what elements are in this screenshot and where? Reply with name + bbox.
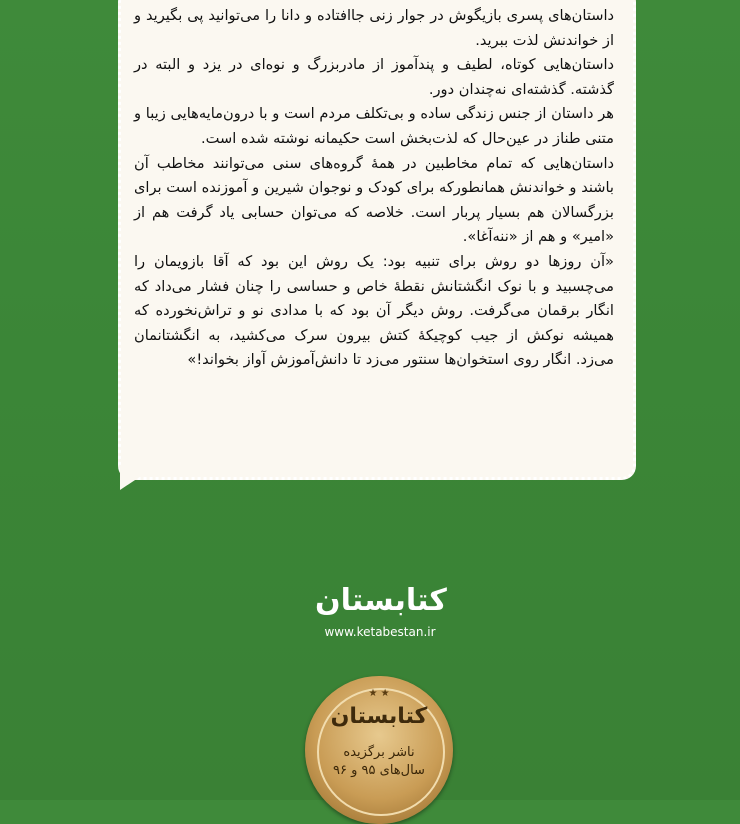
publisher-logo: کتابستان <box>315 583 447 618</box>
medal-caption-line-2: سال‌های ۹۵ و ۹۶ <box>333 763 425 778</box>
medal-caption-line-1: ناشر برگزیده <box>343 745 415 760</box>
medal-caption <box>305 744 453 780</box>
paragraph-2: داستان‌هایی کوتاه، لطیف و پندآموز از مادربزرگ و نوه‌ای در یزد و البته در گذشته. گذشته‌ای نه‌چندان دور. <box>134 56 614 98</box>
paragraph-4: داستان‌هایی که تمام مخاطبین در همهٔ گروه‌های سنی می‌توانند مخاطب آن باشند و خواندنش همانطورکه برای کودک و نوجوان شیرین و آموزنده است برای بزرگسالان هم بسیار پربار است. خلاصه که می‌توان حسابی یاد گرفت هم از «امیر» و هم از «ننه‌آغا». <box>134 154 614 246</box>
paragraph-3: هر داستان از جنس زندگی ساده و بی‌تکلف مردم است و با درون‌مایه‌هایی زیبا و متنی طناز در عین‌حال که لذت‌بخش است حکیمانه نوشته شده است. <box>134 105 614 147</box>
bubble-tail <box>120 466 156 490</box>
paragraph-5: «آن روزها دو روش برای تنبیه بود: یک روش این بود که آقا بازویمان را می‌چسبید و با نوک انگشتانش نقطهٔ خاص و حساسی را چنان فشار می‌داد که انگار برقمان می‌گرفت. روش دیگر آن بود که با مدادی نو و تراش‌نخورده که همیشه نوکش از جیب کوچیکهٔ کتش بیرون سرک می‌کشید، به انگشتانمان می‌زد. انگار روی استخوان‌ها سنتور می‌زد تا دانش‌آموزش آواز بخواند!» <box>134 252 614 369</box>
medal-stars: ★ ★ <box>368 688 390 699</box>
publisher-block <box>315 583 445 639</box>
paragraph-1: داستان‌های پسری بازیگوش در جوار زنی جاافتاده و دانا را می‌توانید پی بگیرید و از خواندنش لذت ببرید. <box>134 7 614 49</box>
publisher-url: www.ketabestan.ir <box>324 625 436 639</box>
blurb-text <box>134 4 614 373</box>
medal-logo: کتابستان <box>330 704 428 729</box>
award-medal <box>305 676 453 824</box>
